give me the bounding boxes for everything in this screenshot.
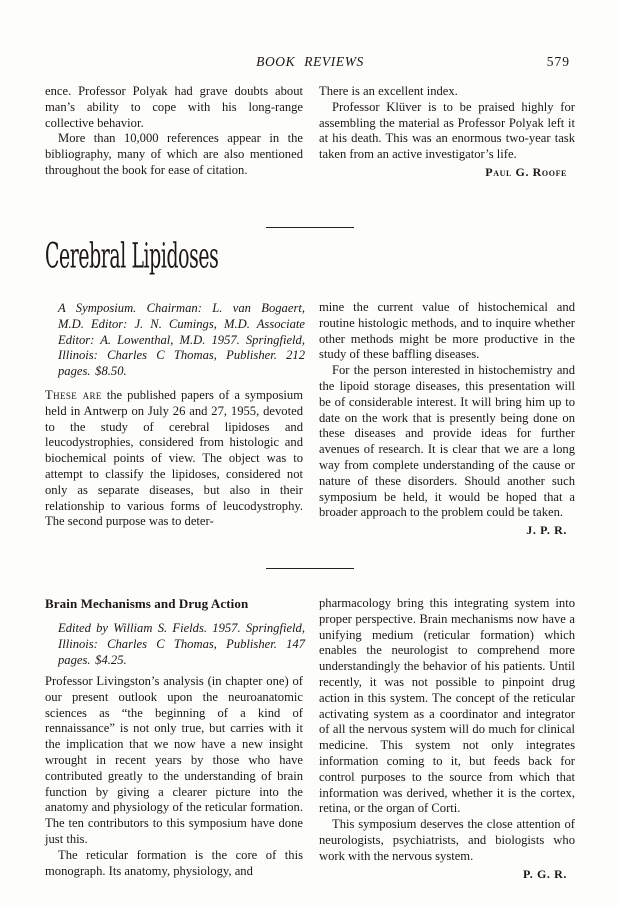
review-paragraph: ence. Professor Polyak had grave doubts about man’s ability to cope with his long-range collective behavior. (45, 84, 303, 130)
polyak-review-left-column (45, 84, 303, 179)
lipidoses-review-right-column (319, 300, 575, 539)
section-divider (266, 568, 354, 569)
page-number: 579 (546, 54, 570, 69)
review-paragraph: Professor Klüver is to be praised highly for assembling the material as Professor Polyak left it at his death. This was an enormous two-year task taken from an active investigator’s life. (319, 99, 575, 162)
review-citation: A Symposium. Chairman: L. van Bogaert, M.D. Editor: J. N. Cumings, M.D. Associate Editor: A. Lowenthal, M.D. 1957. Springfield, Illinois: Charles C Thomas, Publisher. 212 pages. $8.50. (58, 301, 305, 379)
lead-rest: the published papers of a symposium held in Antwerp on July 26 and 27, 1955, devoted to the study of cerebral lipidoses and leucodystrophies, considered from histologic and biochemical points of view. The object was to attempt to classify the lipidoses, considered not only as separate diseases, but also in their relationship to various forms of leucodystrophy. The second purpose was to deter- (45, 388, 303, 529)
review-paragraph: The reticular formation is the core of this monograph. Its anatomy, physiology, and (45, 847, 303, 878)
review-title: Cerebral Lipidoses (45, 237, 219, 277)
lipidoses-review-left-column (45, 388, 303, 530)
reviewer-signature: J. P. R. (526, 523, 567, 538)
review-paragraph: For the person interested in histochemistry and the lipoid storage diseases, this presentation will be of considerable interest. It will bring him up to date on the work that is presently being done on these diseases and provide ideas for further avenues of research. It is clear that we are a long way from complete understanding of the cause or nature of these disorders. Should another such symposium be held, it would be hoped that a broader approach to the problem could be taken. (319, 363, 575, 520)
lipidoses-review-title-block (45, 237, 345, 297)
section-divider (266, 227, 354, 228)
review-paragraph (45, 388, 303, 530)
reviewer-signature: Paul G. Roofe (485, 164, 567, 179)
review-citation: Edited by William S. Fields. 1957. Springfield, Illinois: Charles C Thomas, Publisher. 147 pages. $4.25. (58, 621, 305, 667)
review-paragraph: mine the current value of histochemical and routine histologic methods, and to inquire whether other methods might be more productive in the study of these baffling diseases. (319, 300, 575, 362)
reviewer-signature: P. G. R. (522, 866, 567, 881)
review-paragraph: This symposium deserves the close attention of neurologists, psychiatrists, and biologists who work with the nervous system. (319, 817, 575, 863)
page-header-title: BOOK REVIEWS (256, 54, 364, 69)
review-paragraph: pharmacology bring this integrating system into proper perspective. Brain mechanisms now have a unifying medium (reticular formation) which enables the neurologist to comprehend more understandingly the behavior of his patients. Until recently, it was not possible to pinpoint drug action in this system. The concept of the reticular activating system as a coordinator and integrator of all the nervous system will do much for clinical medicine. This system not only integrates information coming to it, but feeds back for control purposes to the source from which that information was derived, whether it is the cortex, retina, or the organ of Corti. (319, 596, 575, 816)
running-head (45, 54, 575, 72)
review-title: Brain Mechanisms and Drug Action (45, 596, 249, 611)
brain-review-left-column (45, 674, 303, 879)
polyak-review-right-column (319, 84, 575, 181)
review-paragraph: There is an excellent index. (319, 84, 458, 98)
lead-smallcaps: These are (45, 388, 102, 402)
review-paragraph: Professor Livingston’s analysis (in chapter one) of our present outlook upon the neuroanatomic sciences as “the beginning of a kind of rennaissance” is not only true, but carries with it the implication that we now have a new insight wrought in recent years by those who have contributed greatly to the understanding of brain function by giving a clearer picture into the anatomy and physiology of the reticular formation. The ten contributors to this symposium have done just this. (45, 674, 303, 846)
review-paragraph: More than 10,000 references appear in the bibliography, many of which are also mentioned throughout the book for ease of citation. (45, 131, 303, 177)
brain-review-right-column (319, 596, 575, 882)
